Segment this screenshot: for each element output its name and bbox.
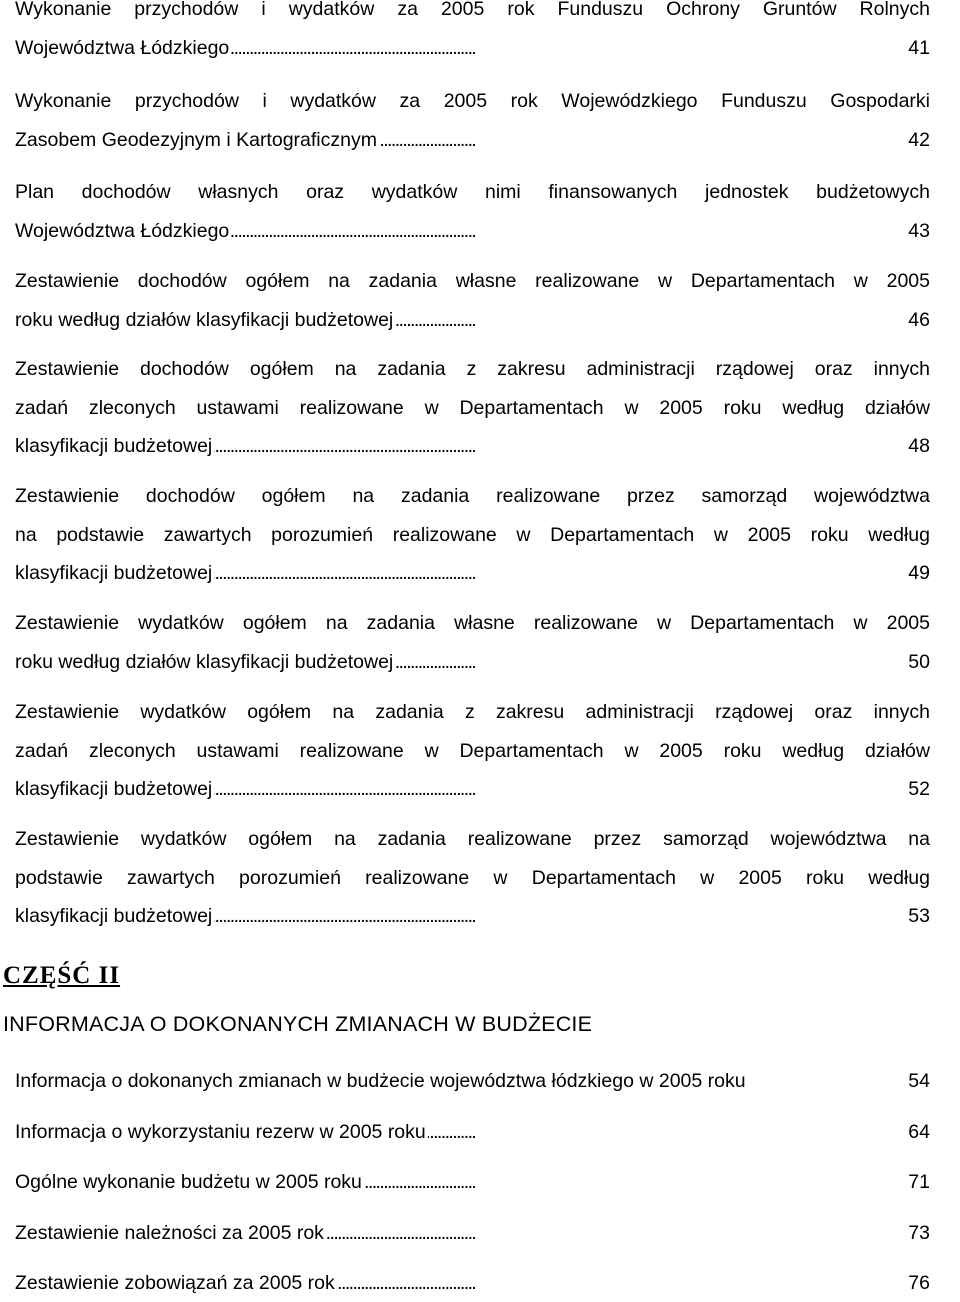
toc-page-number: 48 (908, 435, 930, 457)
toc-entry-text: klasyfikacji budżetowej (15, 562, 213, 584)
toc-entry-text: Zasobem Geodezyjnym i Kartograficznym (15, 128, 377, 151)
toc-entry-last-line (15, 427, 873, 465)
toc-page-number: 41 (908, 36, 930, 59)
toc-page-number: 64 (908, 1121, 930, 1143)
toc-entry-line: podstawie zawartych porozumień realizowane w Departamentach w 2005 roku według (15, 866, 930, 889)
toc-page-number: 50 (908, 650, 930, 673)
toc-entry-text: Województwa Łódzkiego (15, 36, 230, 59)
toc-page-number: 53 (908, 905, 930, 927)
toc-entry-text: Zestawienie należności za 2005 rok (15, 1222, 324, 1244)
toc-page-number: 42 (908, 128, 930, 151)
toc-entry-line: Zestawienie dochodów ogółem na zadania własne realizowane w Departamentach w 2005 (15, 270, 930, 292)
toc-entry-last-line (15, 212, 873, 250)
toc-entry-line: Wykonanie przychodów i wydatków za 2005 rok Wojewódzkiego Funduszu Gospodarki (15, 90, 930, 112)
toc-entry-last-line (15, 1113, 873, 1151)
toc-page-number: 71 (908, 1171, 930, 1193)
toc-entry-last-line (15, 29, 873, 67)
toc-entry-last-line (15, 897, 873, 935)
toc-entry-last-line (15, 770, 873, 808)
part-subtitle: INFORMACJA O DOKONANYCH ZMIANACH W BUDŻECIE (3, 1012, 593, 1036)
toc-entry-last-line (15, 1214, 873, 1252)
toc-entry-text: Zestawienie zobowiązań za 2005 rok (15, 1272, 335, 1294)
toc-entry-line: Plan dochodów własnych oraz wydatków nimi finansowanych jednostek budżetowych (15, 181, 930, 203)
toc-entry-last-line (15, 301, 873, 339)
toc-entry-last-line (15, 554, 873, 592)
part-title: CZĘŚĆ II (3, 962, 121, 989)
toc-entry-last-line (15, 643, 873, 681)
toc-entry-line: Zestawienie wydatków ogółem na zadania realizowane przez samorząd województwa na (15, 828, 930, 850)
toc-entry-line: Zestawienie wydatków ogółem na zadania z zakresu administracji rządowej oraz innych (15, 701, 930, 723)
toc-entry-text: klasyfikacji budżetowej (15, 905, 213, 927)
toc-entry-line: Wykonanie przychodów i wydatków za 2005 rok Funduszu Ochrony Gruntów Rolnych (15, 0, 930, 20)
toc-entry-text: Informacja o dokonanych zmianach w budżecie województwa łódzkiego w 2005 roku (15, 1070, 746, 1092)
toc-entry-last-line (15, 1163, 873, 1201)
toc-page-number: 73 (908, 1222, 930, 1244)
toc-entry-text: Województwa Łódzkiego (15, 219, 230, 242)
toc-page-number: 49 (908, 562, 930, 584)
toc-entry-line: Zestawienie dochodów ogółem na zadania realizowane przez samorząd województwa (15, 485, 930, 507)
toc-entry-line: Zestawienie wydatków ogółem na zadania własne realizowane w Departamentach w 2005 (15, 612, 930, 634)
toc-page-number: 52 (908, 778, 930, 800)
toc-entry-line: zadań zleconych ustawami realizowane w Departamentach w 2005 roku według działów (15, 396, 930, 419)
toc-entry-last-line (15, 1062, 873, 1100)
toc-entry-text: klasyfikacji budżetowej (15, 778, 213, 800)
toc-page-number: 54 (908, 1070, 930, 1092)
toc-entry-last-line (15, 121, 873, 159)
toc-page-number: 76 (908, 1272, 930, 1294)
toc-entry-text: Ogólne wykonanie budżetu w 2005 roku (15, 1171, 362, 1193)
toc-page-number: 46 (908, 308, 930, 331)
toc-entry-text: roku według działów klasyfikacji budżetowej (15, 308, 394, 331)
toc-entry-text: roku według działów klasyfikacji budżetowej (15, 650, 394, 673)
toc-entry-last-line (15, 1264, 873, 1302)
toc-entry-text: klasyfikacji budżetowej (15, 435, 213, 457)
toc-entry-line: na podstawie zawartych porozumień realizowane w Departamentach w 2005 roku według (15, 523, 930, 546)
toc-entry-text: Informacja o wykorzystaniu rezerw w 2005 roku (15, 1121, 426, 1143)
toc-entry-line: Zestawienie dochodów ogółem na zadania z zakresu administracji rządowej oraz innych (15, 358, 930, 380)
toc-entry-line: zadań zleconych ustawami realizowane w Departamentach w 2005 roku według działów (15, 739, 930, 762)
toc-page-number: 43 (908, 219, 930, 242)
